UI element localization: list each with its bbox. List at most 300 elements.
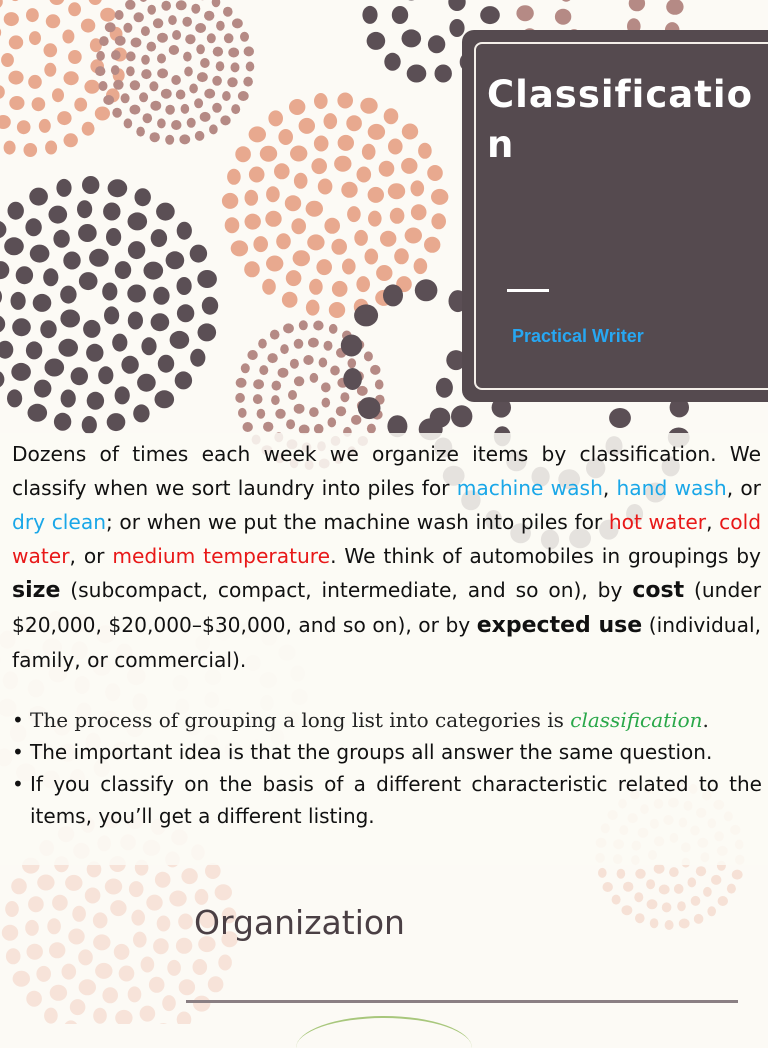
decorative-dot — [218, 955, 232, 971]
decorative-dot — [634, 892, 643, 902]
decorative-dot — [392, 6, 408, 24]
decorative-dot — [102, 283, 117, 301]
title-card — [462, 30, 768, 402]
decorative-dot — [674, 884, 684, 894]
decorative-dot — [263, 422, 273, 432]
decorative-dot — [30, 245, 50, 263]
term-classification: classification — [570, 708, 702, 732]
decorative-dot — [169, 891, 186, 907]
heading-divider — [186, 1000, 738, 1003]
decorative-dot — [131, 38, 142, 48]
decorative-dot — [190, 245, 207, 263]
decorative-dot — [177, 304, 194, 322]
decorative-dot — [82, 122, 95, 136]
decorative-dot — [290, 146, 307, 162]
decorative-dot — [143, 113, 153, 123]
decorative-dot — [390, 208, 405, 224]
decorative-dot — [158, 355, 174, 373]
decorative-dot — [5, 901, 19, 917]
decorative-dot — [115, 1010, 132, 1024]
decorative-dot — [197, 270, 217, 288]
decorative-dot — [11, 292, 26, 310]
bullet-marker: • — [12, 736, 24, 768]
decorative-dot — [384, 53, 400, 71]
decorative-dot — [209, 124, 218, 134]
decorative-dot — [244, 46, 254, 56]
decorative-dot — [123, 23, 132, 33]
decorative-dot — [212, 103, 222, 113]
decorative-dot — [26, 8, 39, 22]
list-item — [10, 704, 762, 736]
decorative-dot — [235, 146, 251, 162]
decorative-dot — [275, 409, 285, 419]
decorative-dot — [141, 26, 150, 36]
decorative-dot — [177, 277, 192, 295]
decorative-dot — [0, 370, 4, 388]
decorative-dot — [2, 925, 18, 941]
decorative-dot — [6, 948, 21, 964]
decorative-dot — [294, 173, 308, 189]
decorative-dot — [291, 218, 306, 234]
decorative-dot — [703, 887, 712, 897]
decorative-dot — [435, 65, 452, 83]
paragraph-text: . We think of automobiles in groupings by — [330, 544, 761, 568]
decorative-dot — [181, 868, 197, 884]
decorative-dot — [137, 374, 156, 392]
decorative-dot — [104, 306, 119, 324]
decorative-dot — [183, 52, 192, 62]
decorative-dot — [324, 113, 338, 129]
decorative-dot — [49, 206, 68, 224]
decorative-dot — [151, 229, 167, 247]
decorative-dot — [306, 300, 320, 316]
decorative-dot — [411, 204, 427, 220]
decorative-dot — [260, 146, 277, 162]
decorative-dot — [267, 353, 277, 363]
decorative-dot — [364, 351, 373, 361]
decorative-dot — [629, 0, 645, 11]
decorative-dot — [112, 334, 127, 352]
decorative-dot — [44, 63, 56, 77]
decorative-dot — [9, 35, 23, 49]
decorative-dot — [555, 9, 571, 25]
decorative-dot — [166, 251, 185, 269]
decorative-dot — [86, 344, 103, 362]
decorative-dot — [309, 279, 323, 295]
decorative-dot — [165, 135, 174, 145]
decorative-dot — [198, 323, 217, 341]
decorative-dot — [732, 870, 743, 880]
decorative-dot — [194, 98, 203, 108]
decorative-dot — [141, 957, 155, 973]
decorative-dot — [29, 31, 41, 45]
decorative-dot — [115, 261, 131, 279]
decorative-dot — [95, 66, 105, 76]
bullet-text: The important idea is that the groups all answer the same question. — [30, 740, 712, 764]
decorative-dot — [83, 320, 100, 338]
decorative-dot — [388, 139, 403, 155]
decorative-dot — [119, 966, 135, 982]
decorative-dot — [669, 867, 679, 877]
decorative-dot — [17, 120, 31, 134]
decorative-dot — [0, 26, 1, 40]
decorative-dot — [598, 868, 607, 878]
decorative-dot — [368, 187, 384, 203]
decorative-dot — [77, 200, 92, 218]
decorative-dot — [0, 0, 3, 9]
decorative-dot — [376, 265, 392, 281]
decorative-dot — [266, 186, 280, 202]
decorative-dot — [39, 119, 51, 133]
decorative-dot — [253, 236, 268, 252]
decorative-dot — [4, 237, 24, 255]
decorative-dot — [309, 407, 319, 417]
decorative-dot — [65, 875, 82, 891]
decorative-dot — [146, 895, 162, 911]
decorative-dot — [52, 895, 68, 911]
decorative-dot — [356, 276, 370, 292]
decorative-dot — [105, 22, 116, 32]
decorative-dot — [289, 99, 305, 115]
decorative-dot — [321, 382, 331, 392]
decorative-dot — [111, 50, 121, 60]
decorative-dot — [280, 344, 289, 354]
decorative-dot — [431, 213, 446, 229]
decorative-dot — [147, 42, 157, 52]
decorative-dot — [127, 285, 146, 303]
decorative-dot — [367, 32, 386, 50]
decorative-dot — [52, 88, 64, 102]
decorative-dot — [222, 193, 238, 209]
decorative-dot — [60, 286, 76, 304]
decorative-dot — [303, 355, 313, 365]
decorative-dot — [8, 71, 23, 85]
decorative-dot — [276, 233, 291, 249]
decorative-dot — [360, 98, 377, 114]
decorative-dot — [93, 912, 108, 928]
decorative-dot — [157, 33, 168, 43]
decorative-dot — [63, 133, 77, 147]
decorative-dot — [13, 971, 30, 987]
decorative-dot — [147, 5, 156, 15]
decorative-dot — [245, 214, 261, 230]
decorative-dot — [290, 359, 299, 369]
decorative-dot — [394, 248, 409, 264]
decorative-dot — [559, 0, 573, 2]
decorative-dot — [330, 366, 340, 376]
emphasis-expected-use: expected use — [477, 613, 642, 638]
decorative-dot — [196, 44, 205, 54]
decorative-dot — [253, 379, 264, 389]
decorative-dot — [365, 249, 379, 265]
decorative-dot — [110, 900, 126, 916]
decorative-dot — [177, 1012, 192, 1025]
emphasis-cost: cost — [632, 578, 684, 603]
decorative-dot — [414, 258, 428, 274]
decorative-dot — [96, 51, 105, 61]
decorative-dot — [231, 104, 240, 114]
decorative-dot — [167, 960, 181, 976]
decorative-dot — [28, 896, 44, 912]
decorative-dot — [227, 169, 241, 185]
decorative-dot — [354, 230, 368, 246]
decorative-dot — [79, 979, 96, 995]
decorative-dot — [707, 906, 716, 916]
decorative-dot — [293, 250, 310, 266]
decorative-dot — [11, 878, 27, 894]
decorative-dot — [193, 959, 208, 975]
decorative-dot — [4, 141, 16, 155]
decorative-dot — [407, 65, 427, 83]
decorative-dot — [7, 389, 22, 407]
decorative-dot — [135, 188, 151, 206]
decorative-dot — [195, 23, 206, 33]
decorative-dot — [0, 261, 9, 279]
decorative-dot — [179, 979, 195, 995]
decorative-dot — [128, 241, 145, 259]
bullet-text: If you classify on the basis of a different characteristic related to the items, you’ll get a different listing. — [30, 772, 762, 828]
bullet-marker: • — [12, 704, 24, 736]
decorative-dot — [128, 312, 143, 330]
decorative-dot — [274, 163, 290, 179]
decorative-dot — [245, 190, 259, 206]
decorative-dot — [115, 386, 130, 404]
decorative-dot — [93, 934, 110, 950]
decorative-dot — [343, 368, 362, 390]
decorative-dot — [141, 55, 150, 65]
decorative-dot — [161, 1, 171, 11]
decorative-dot — [56, 179, 71, 197]
decorative-dot — [622, 905, 633, 915]
decorative-dot — [182, 17, 192, 27]
decorative-dot — [370, 365, 380, 375]
slide-title: Classificatio n — [487, 70, 768, 170]
decorative-dot — [220, 115, 230, 125]
decorative-dot — [405, 228, 422, 244]
decorative-dot — [204, 89, 215, 99]
decorative-dot — [266, 256, 283, 272]
decorative-dot — [62, 964, 77, 980]
decorative-dot — [149, 977, 165, 993]
decorative-dot — [294, 404, 305, 414]
decorative-dot — [88, 0, 102, 5]
decorative-dot — [246, 62, 255, 72]
decorative-dot — [99, 81, 108, 91]
decorative-dot — [50, 985, 67, 1001]
decorative-dot — [171, 75, 181, 85]
decorative-dot — [311, 158, 327, 174]
decorative-dot — [480, 6, 500, 24]
decorative-dot — [449, 19, 464, 37]
decorative-dot — [68, 50, 82, 64]
decorative-dot — [691, 896, 701, 906]
decorative-dot — [74, 98, 87, 112]
decorative-dot — [259, 365, 268, 375]
decorative-dot — [383, 284, 403, 306]
decorative-dot — [93, 1008, 107, 1024]
decorative-dot — [85, 888, 101, 904]
decorative-dot — [71, 367, 88, 385]
highlight-cold-water: cold water — [12, 510, 761, 568]
decorative-dot — [294, 339, 304, 349]
decorative-dot — [12, 318, 31, 336]
decorative-dot — [635, 869, 645, 879]
decorative-dot — [358, 397, 381, 419]
decorative-dot — [244, 261, 260, 277]
decorative-dot — [165, 105, 175, 115]
decorative-dot — [9, 0, 21, 1]
decorative-dot — [337, 93, 353, 109]
decorative-dot — [215, 884, 232, 900]
decorative-dot — [310, 373, 319, 383]
decorative-dot — [388, 183, 405, 199]
decorative-dot — [265, 211, 281, 227]
decorative-dot — [375, 380, 384, 390]
decorative-dot — [200, 112, 211, 122]
decorative-dot — [64, 1020, 79, 1024]
decorative-dot — [516, 5, 533, 21]
decorative-dot — [0, 85, 5, 99]
decorative-dot — [32, 97, 46, 111]
decorative-dot — [424, 237, 440, 253]
decorative-dot — [341, 335, 362, 357]
decorative-dot — [679, 919, 690, 929]
decorative-dot — [282, 292, 298, 308]
decorative-dot — [448, 0, 465, 11]
decorative-dot — [257, 409, 266, 419]
decorative-dot — [232, 18, 243, 28]
decorative-dot — [29, 188, 48, 206]
decorative-dot — [193, 996, 210, 1012]
decorative-dot — [114, 944, 130, 960]
classification-paragraph — [12, 437, 761, 677]
decorative-dot — [231, 240, 248, 256]
decorative-dot — [207, 33, 216, 43]
decorative-dot — [26, 991, 42, 1007]
decorative-dot — [34, 380, 51, 398]
decorative-dot — [72, 906, 86, 922]
decorative-dot — [105, 879, 122, 895]
decorative-dot — [402, 124, 418, 140]
decorative-dot — [106, 228, 121, 246]
decorative-dot — [129, 881, 144, 897]
decorative-dot — [176, 938, 192, 954]
decorative-dot — [222, 91, 231, 101]
decorative-dot — [37, 875, 54, 891]
decorative-dot — [1, 53, 14, 67]
decorative-dot — [111, 65, 120, 75]
decorative-dot — [11, 363, 31, 381]
decorative-dot — [235, 393, 245, 403]
decorative-dot — [98, 366, 113, 384]
decorative-dot — [647, 899, 658, 909]
decorative-dot — [28, 404, 48, 422]
bullet-text-end: . — [703, 708, 709, 732]
decorative-dot — [288, 390, 297, 400]
decorative-dot — [340, 392, 349, 402]
decorative-dot — [617, 869, 626, 879]
decorative-dot — [228, 48, 239, 58]
decorative-dot — [677, 901, 686, 911]
decorative-dot — [351, 415, 361, 425]
decorative-dot — [103, 95, 114, 105]
decorative-dot — [95, 963, 112, 979]
decorative-dot — [150, 101, 161, 111]
decorative-dot — [185, 34, 195, 44]
decorative-dot — [278, 368, 289, 378]
decorative-dot — [212, 0, 221, 7]
decorative-dot — [243, 77, 253, 87]
decorative-dot — [650, 918, 659, 928]
decorative-dot — [324, 341, 333, 351]
decorative-dot — [646, 879, 655, 889]
decorative-dot — [379, 161, 395, 177]
decorative-dot — [157, 68, 168, 78]
decorative-dot — [149, 81, 158, 91]
highlight-hand-wash: hand wash — [617, 476, 727, 500]
paragraph-text: ; or when we put the machine wash into piles for — [106, 510, 609, 534]
decorative-dot — [285, 195, 301, 211]
decorative-dot — [4, 12, 19, 26]
decorative-dot — [121, 93, 130, 103]
decorative-dot — [130, 80, 140, 90]
decorative-dot — [436, 378, 453, 398]
decorative-dot — [130, 105, 141, 115]
decorative-dot — [238, 408, 247, 418]
decorative-dot — [8, 202, 24, 220]
decorative-dot — [249, 167, 265, 183]
decorative-dot — [208, 976, 224, 992]
decorative-dot — [191, 4, 200, 14]
decorative-dot — [213, 47, 223, 57]
decorative-dot — [25, 218, 41, 236]
decorative-dot — [170, 331, 190, 349]
paragraph-text: , or — [727, 476, 761, 500]
decorative-dot — [144, 262, 164, 280]
decorative-dot — [57, 111, 71, 125]
decorative-dot — [241, 363, 250, 373]
decorative-dot — [172, 30, 181, 40]
decorative-dot — [418, 143, 432, 159]
decorative-dot — [402, 29, 422, 47]
decorative-dot — [176, 90, 186, 100]
decorative-dot — [81, 19, 95, 33]
paragraph-text: Dozens of times each week we organize items by classification. We classify when we sort laundry into piles for — [12, 442, 761, 500]
decorative-dot — [178, 914, 193, 930]
decorative-dot — [112, 108, 122, 118]
decorative-dot — [0, 288, 2, 306]
decorative-dot — [87, 392, 104, 410]
decorative-dot — [286, 270, 302, 286]
decorative-dot — [200, 58, 210, 68]
decorative-dot — [268, 110, 283, 126]
decorative-dot — [9, 96, 24, 110]
decorative-dot — [332, 281, 348, 297]
decorative-dot — [240, 32, 249, 42]
decorative-dot — [187, 118, 196, 128]
decorative-dot — [124, 118, 133, 128]
decorative-dot — [307, 234, 324, 250]
decorative-dot — [141, 69, 151, 79]
decorative-dot — [402, 0, 421, 1]
decorative-dot — [25, 920, 39, 936]
decorative-dot — [223, 7, 233, 17]
highlight-dry-clean: dry clean — [12, 510, 106, 534]
emphasis-size: size — [12, 578, 60, 603]
slide-subtitle: Practical Writer — [512, 326, 644, 347]
decorative-dot — [328, 417, 337, 427]
title-divider — [507, 289, 549, 292]
